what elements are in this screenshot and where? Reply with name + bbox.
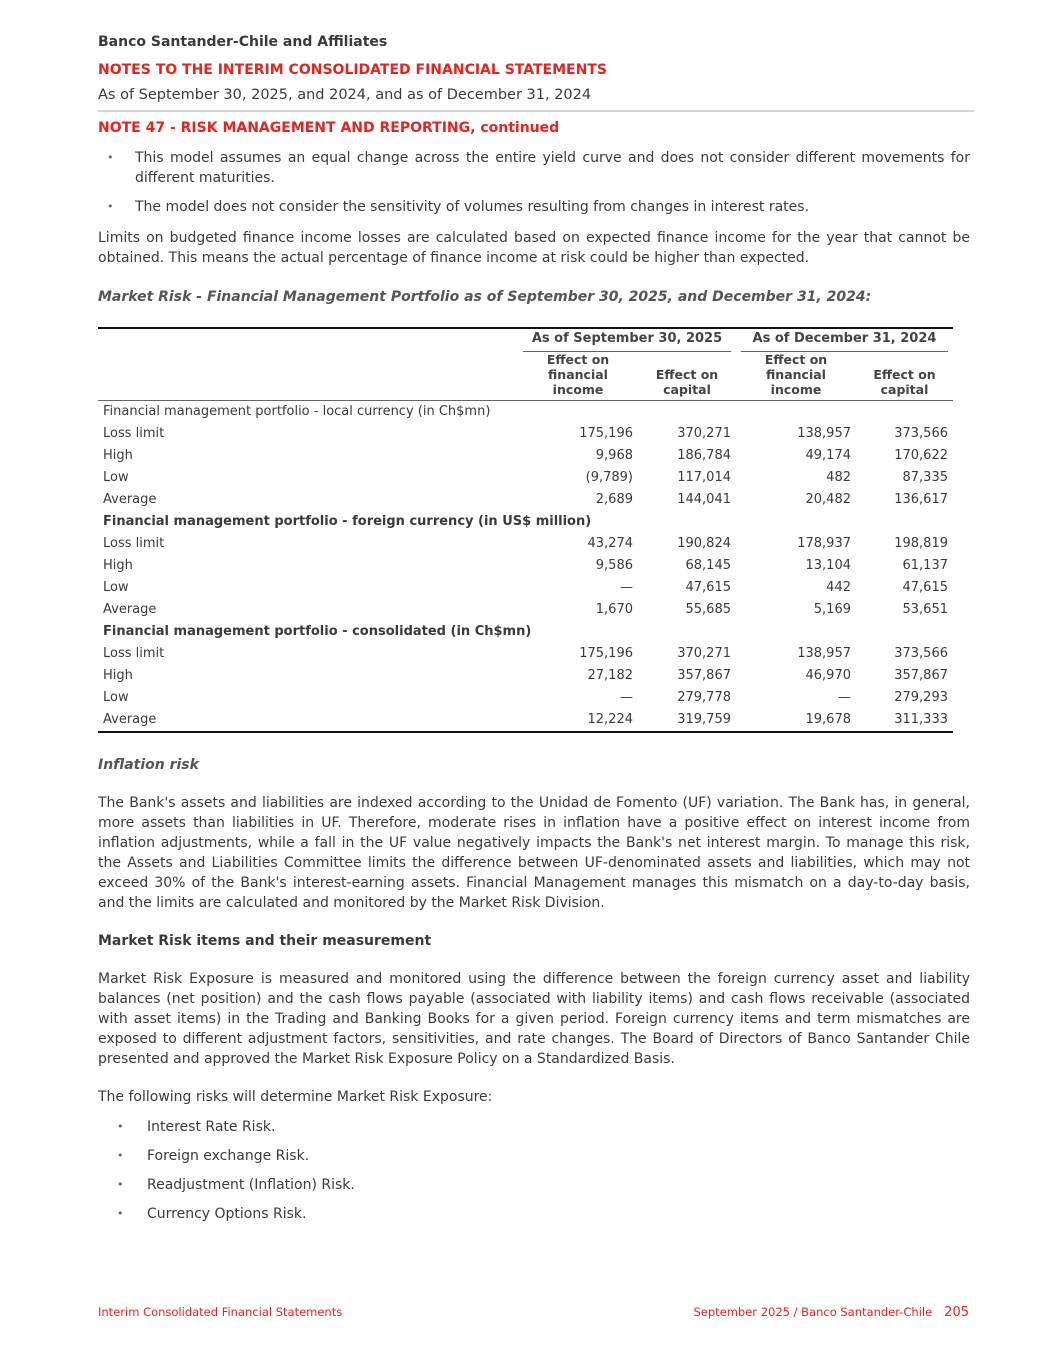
column-header: Effect on financial income	[518, 352, 638, 401]
column-header: Effect on capital	[856, 352, 953, 401]
market-heading: Market Risk items and their measurement	[98, 933, 432, 949]
table-row: Loss limit 175,196 370,271 138,957 373,566	[103, 426, 948, 441]
risk-bullet-list	[98, 1117, 970, 1224]
list-item: • Readjustment (Inflation) Risk.	[98, 1175, 970, 1195]
column-header: Effect on capital	[638, 352, 736, 401]
page-number: 205	[944, 1305, 969, 1320]
table-row: Average 12,224 319,759 19,678 311,333	[103, 712, 948, 727]
section-row: Financial management portfolio - local currency (in Ch$mn)	[103, 404, 491, 419]
column-header: Effect on financial income	[736, 352, 856, 401]
page-content	[98, 148, 970, 1233]
limits-paragraph: Limits on budgeted finance income losses are calculated based on expected finance income for the year that cannot be obtained. This means the actual percentage of finance income at risk could be higher than expected.	[98, 230, 970, 266]
table-row: High 9,968 186,784 49,174 170,622	[103, 448, 948, 463]
table-row: Loss limit 175,196 370,271 138,957 373,566	[103, 646, 948, 661]
list-item: • Interest Rate Risk.	[98, 1117, 970, 1137]
section-row: Financial management portfolio - consolidated (in Ch$mn)	[103, 624, 532, 639]
section-row: Financial management portfolio - foreign currency (in US$ million)	[103, 514, 592, 529]
header-divider	[98, 110, 974, 112]
table-row: Average 2,689 144,041 20,482 136,617	[103, 492, 948, 507]
footer-right	[693, 1305, 969, 1320]
table-row: Low (9,789) 117,014 482 87,335	[103, 470, 948, 485]
note-title: NOTE 47 - RISK MANAGEMENT AND REPORTING, continued	[98, 120, 560, 136]
footer-title: Interim Consolidated Financial Statements	[98, 1305, 343, 1319]
intro-bullet-list	[98, 148, 970, 217]
table-row: Loss limit 43,274 190,824 178,937 198,819	[103, 536, 948, 551]
table-corner	[98, 328, 518, 352]
footer-date-bank: September 2025 / Banco Santander-Chile	[693, 1305, 933, 1319]
table-row: Average 1,670 55,685 5,169 53,651	[103, 602, 948, 617]
list-item: • The model does not consider the sensitivity of volumes resulting from changes in interest rates.	[98, 197, 970, 217]
company-name: Banco Santander-Chile and Affiliates	[98, 34, 388, 50]
inflation-heading: Inflation risk	[98, 757, 199, 773]
inflation-paragraph: The Bank's assets and liabilities are indexed according to the Unidad de Fomento (UF) variation. The Bank has, in general, more assets than liabilities in UF. Therefore, moderate rises in inflation have a positive effect on interest income from inflation adjustments, while a fall in the UF value negatively impacts the Bank's net interest margin. To manage this risk, the Assets and Liabilities Committee limits the difference between UF-denominated assets and liabilities, which may not exceed 30% of the Bank's interest-earning assets. Financial Management manages this mismatch on a day-to-day basis, and the limits are calculated and monitored by the Market Risk Division.	[98, 795, 970, 911]
market-paragraph: Market Risk Exposure is measured and monitored using the difference between the foreign currency asset and liability balances (net position) and the cash flows payable (associated with liability items) and cash flows receivable (associated with asset items) in the Trading and Banking Books for a given period. Foreign currency items and term mismatches are exposed to different adjustment factors, sensitivities, and rate changes. The Board of Directors of Banco Santander Chile presented and approved the Market Risk Exposure Policy on a Standardized Basis.	[98, 971, 970, 1067]
date-line: As of September 30, 2025, and 2024, and as of December 31, 2024	[98, 87, 592, 103]
table-caption: Market Risk - Financial Management Portfolio as of September 30, 2025, and December 31, 2024:	[98, 289, 872, 305]
list-item: • Currency Options Risk.	[98, 1204, 970, 1224]
table-row: High 27,182 357,867 46,970 357,867	[103, 668, 948, 683]
notes-title: NOTES TO THE INTERIM CONSOLIDATED FINANCIAL STATEMENTS	[98, 62, 607, 78]
table-row: Low — 279,778 — 279,293	[103, 690, 948, 705]
table-corner	[98, 352, 518, 401]
table-row: Low — 47,615 442 47,615	[103, 580, 948, 595]
list-item: • This model assumes an equal change across the entire yield curve and does not consider different movements for different maturities.	[98, 148, 970, 188]
market-risk-table	[98, 327, 953, 733]
list-item: • Foreign exchange Risk.	[98, 1146, 970, 1166]
group-header-dec-2024: As of December 31, 2024	[736, 328, 953, 352]
table-row: High 9,586 68,145 13,104 61,137	[103, 558, 948, 573]
group-header-sep-2025: As of September 30, 2025	[518, 328, 736, 352]
risks-intro: The following risks will determine Market Risk Exposure:	[98, 1089, 493, 1105]
